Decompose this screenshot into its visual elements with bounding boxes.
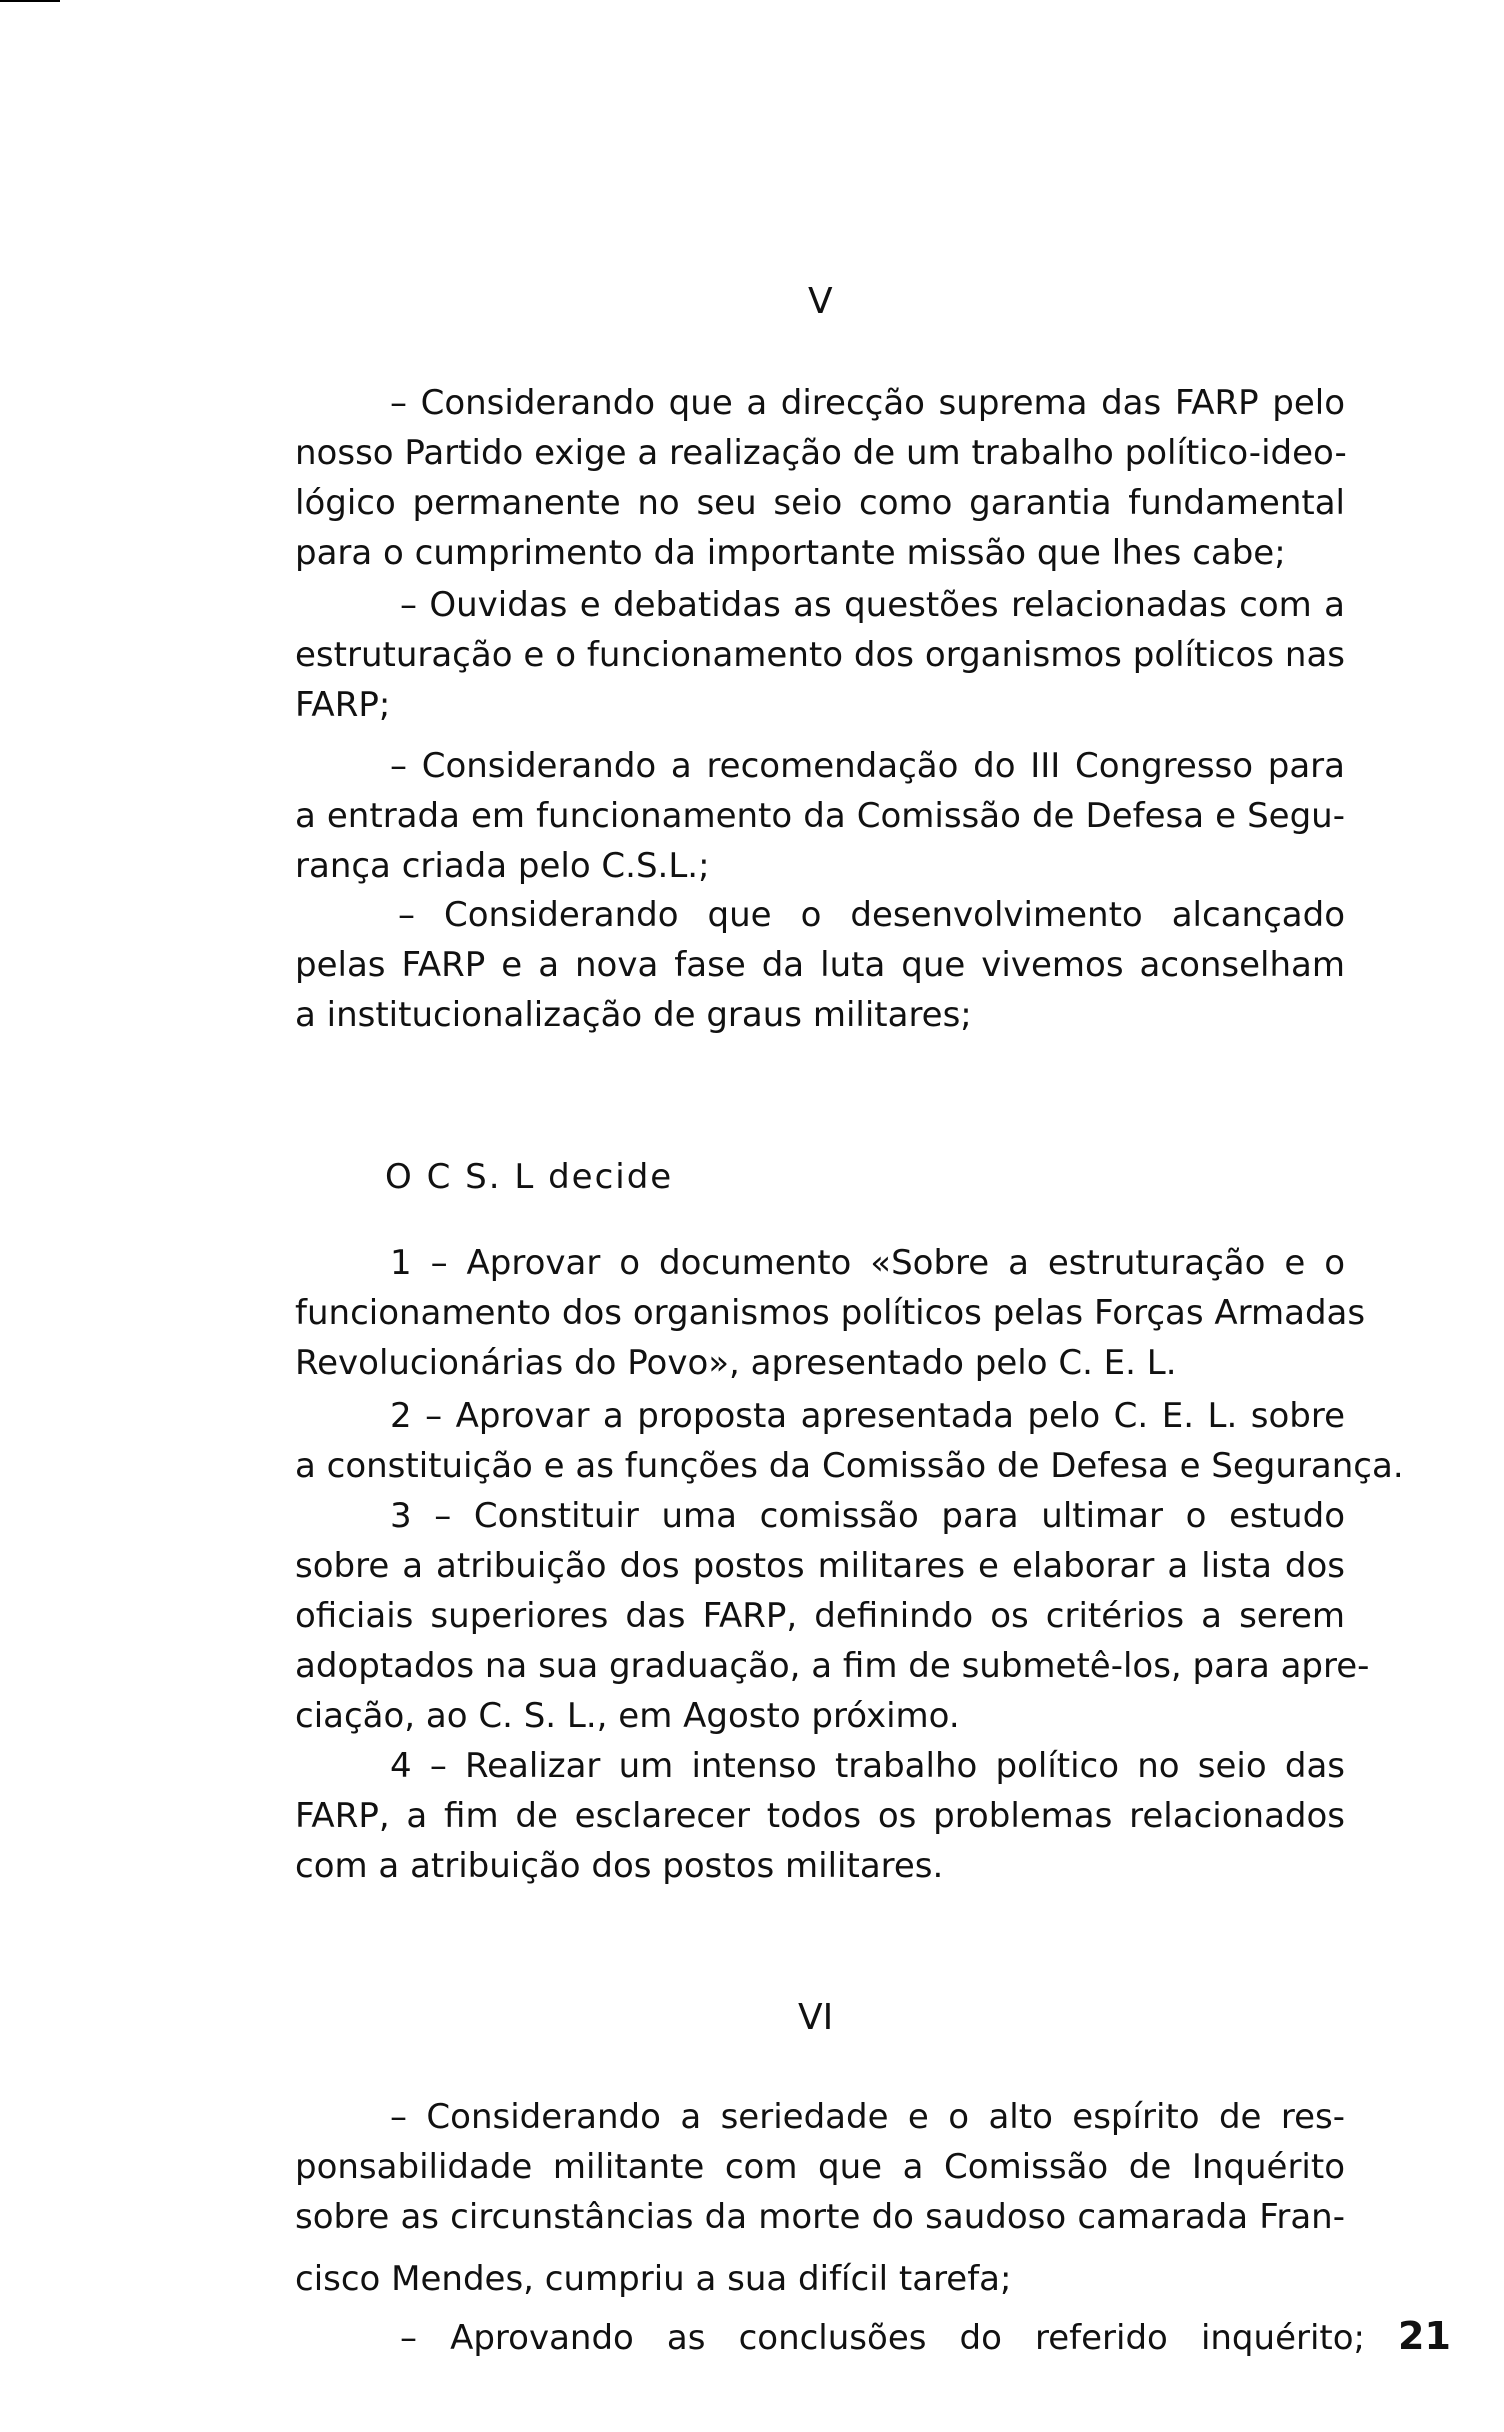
decision-line: 1 – Aprovar o documento «Sobre a estruturação e o xyxy=(390,1243,1345,1283)
paragraph-line: a institucionalização de graus militares; xyxy=(295,995,972,1035)
paragraph-line: estruturação e o funcionamento dos organismos políticos nas xyxy=(295,635,1345,675)
decision-line: Revolucionárias do Povo», apresentado pelo C. E. L. xyxy=(295,1343,1177,1383)
paragraph-line: a entrada em funcionamento da Comissão de Defesa e Segu- xyxy=(295,796,1345,836)
paragraph-line: – Considerando que o desenvolvimento alcançado xyxy=(398,895,1345,935)
corner-rule xyxy=(0,0,60,2)
paragraph-line: sobre as circunstâncias da morte do saudoso camarada Fran- xyxy=(295,2197,1345,2237)
paragraph-line: – Considerando que a direcção suprema das FARP pelo xyxy=(390,383,1345,423)
decision-line: funcionamento dos organismos políticos pelas Forças Armadas xyxy=(295,1293,1366,1333)
decision-line: FARP, a fim de esclarecer todos os problemas relacionados xyxy=(295,1796,1345,1836)
paragraph-line: para o cumprimento da importante missão que lhes cabe; xyxy=(295,533,1286,573)
paragraph-line: FARP; xyxy=(295,685,391,725)
section-v-heading: V xyxy=(808,281,833,322)
decision-line: adoptados na sua graduação, a fim de submetê-los, para apre- xyxy=(295,1646,1370,1686)
decision-line: 4 – Realizar um intenso trabalho político no seio das xyxy=(390,1746,1345,1786)
paragraph-line: lógico permanente no seu seio como garantia fundamental xyxy=(295,483,1345,523)
paragraph-line: – Aprovando as conclusões do referido inquérito; xyxy=(400,2318,1365,2358)
section-vi-heading: VI xyxy=(798,1997,834,2038)
decision-line: oficiais superiores das FARP, definindo os critérios a serem xyxy=(295,1596,1345,1636)
paragraph-line: – Considerando a recomendação do III Congresso para xyxy=(390,746,1345,786)
decision-line: sobre a atribuição dos postos militares e elaborar a lista dos xyxy=(295,1546,1345,1586)
decision-line: ciação, ao C. S. L., em Agosto próximo. xyxy=(295,1696,960,1736)
page-number: 21 xyxy=(1398,2314,1451,2358)
paragraph-line: nosso Partido exige a realização de um trabalho político-ideo- xyxy=(295,433,1347,473)
paragraph-line: rança criada pelo C.S.L.; xyxy=(295,846,710,886)
paragraph-line: – Ouvidas e debatidas as questões relacionadas com a xyxy=(400,585,1345,625)
decision-intro: O C S. L decide xyxy=(385,1157,674,1197)
decision-line: com a atribuição dos postos militares. xyxy=(295,1846,944,1886)
paragraph-line: pelas FARP e a nova fase da luta que vivemos aconselham xyxy=(295,945,1345,985)
decision-line: 2 – Aprovar a proposta apresentada pelo C. E. L. sobre xyxy=(390,1396,1345,1436)
paragraph-line: – Considerando a seriedade e o alto espírito de res- xyxy=(390,2097,1345,2137)
decision-line: a constituição e as funções da Comissão de Defesa e Segurança. xyxy=(295,1446,1404,1486)
paragraph-line: ponsabilidade militante com que a Comissão de Inquérito xyxy=(295,2147,1345,2187)
paragraph-line: cisco Mendes, cumpriu a sua difícil tarefa; xyxy=(295,2259,1012,2299)
decision-line: 3 – Constituir uma comissão para ultimar o estudo xyxy=(390,1496,1345,1536)
